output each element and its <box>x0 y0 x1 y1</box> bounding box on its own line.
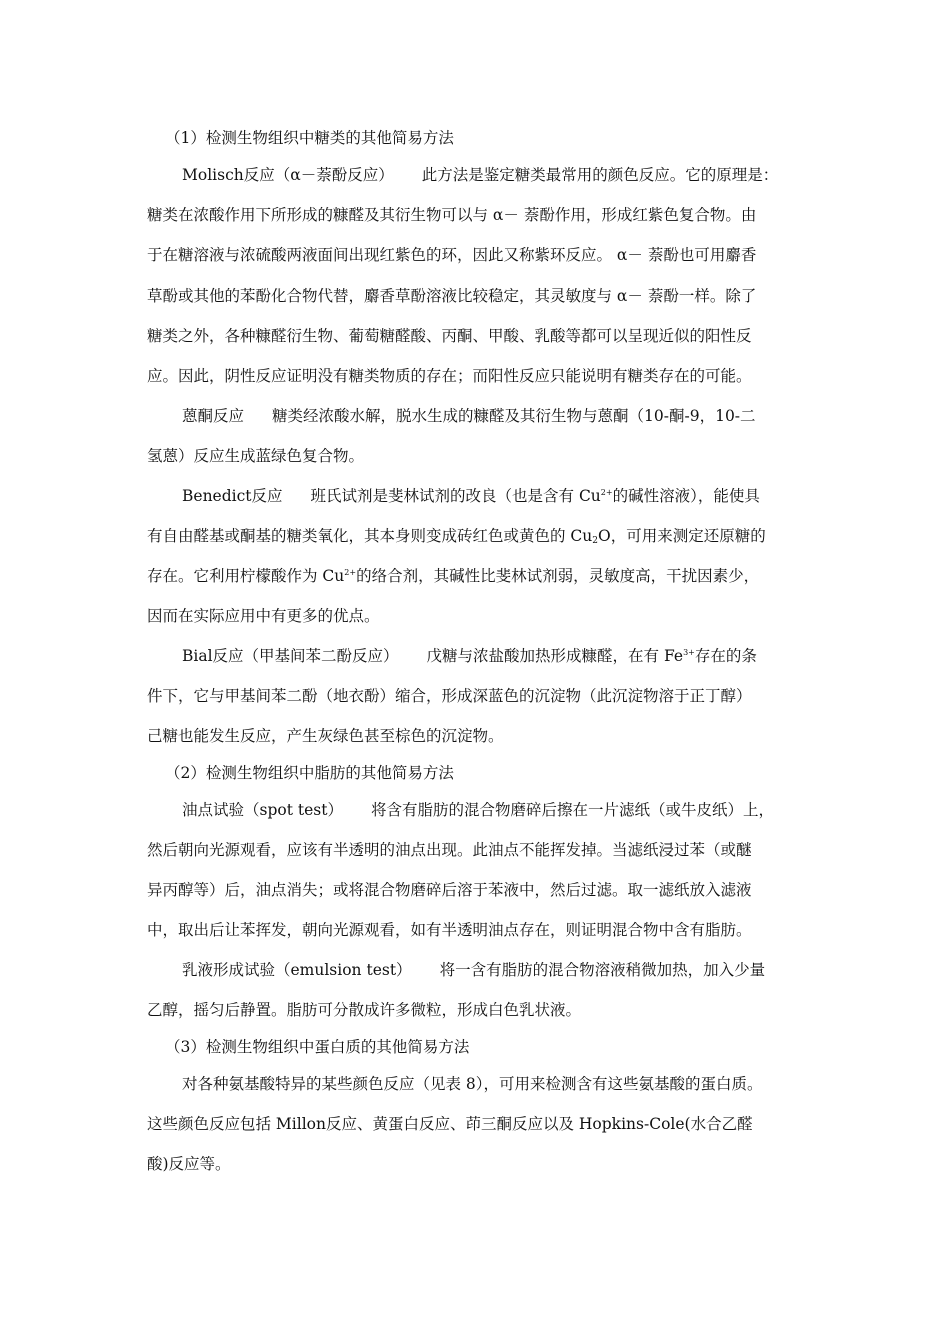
paragraph-line <box>147 526 817 546</box>
molisch-title: Molisch反应（α－萘酚反应） <box>182 166 394 184</box>
section-2-heading: （2）检测生物组织中脂肪的其他简易方法 <box>165 764 454 782</box>
paragraph-line <box>147 566 817 586</box>
paragraph-line: 草酚或其他的苯酚化合物代替，麝香草酚溶液比较稳定，其灵敏度与 α－ 萘酚一样。除了 <box>147 287 757 305</box>
paragraph-line: 己糖也能发生反应，产生灰绿色甚至棕色的沉淀物。 <box>147 727 504 745</box>
section-3-heading: （3）检测生物组织中蛋白质的其他简易方法 <box>165 1038 470 1056</box>
paragraph-line: 然后朝向光源观看，应该有半透明的油点出现。此油点不能挥发掉。当滤纸浸过苯（或醚 <box>147 841 752 859</box>
bial-text: 戊糖与浓盐酸加热形成糠醛，在有 Fe <box>426 647 684 665</box>
paragraph-line: 于在糖溶液与浓硫酸两液面间出现红紫色的环，因此又称紫环反应。 α－ 萘酚也可用麝香 <box>147 246 757 264</box>
paragraph-line: 这些颜色反应包括 Millon反应、黄蛋白反应、茚三酮反应以及 Hopkins-Cole(水合乙醛 <box>147 1115 753 1133</box>
molisch-text: 此方法是鉴定糖类最常用的颜色反应。它的原理是： <box>421 166 779 184</box>
paragraph-line: 因而在实际应用中有更多的优点。 <box>147 607 380 625</box>
benedict-first-line <box>182 486 852 506</box>
emulsion-title: 乳液形成试验（emulsion test） <box>182 961 412 979</box>
paragraph-line: 氢蒽）反应生成蓝绿色复合物。 <box>147 447 365 465</box>
subscript: 2 <box>592 536 599 546</box>
benedict-text: 存在。它利用柠檬酸作为 Cu <box>147 567 345 585</box>
bial-text: 存在的条 <box>694 647 757 665</box>
spot-text: 将含有脂肪的混合物磨碎后擦在一片滤纸（或牛皮纸）上， <box>370 801 774 819</box>
benedict-text: 的络合剂，其碱性比斐林试剂弱，灵敏度高，干扰因素少， <box>356 567 760 585</box>
anthrone-text: 糖类经浓酸水解，脱水生成的糠醛及其衍生物与蒽酮（10-酮-9，10-二 <box>272 407 756 425</box>
spot-title: 油点试验（spot test） <box>182 801 343 819</box>
emulsion-first-line <box>182 960 852 980</box>
benedict-title: Benedict反应 <box>182 487 283 505</box>
bial-first-line <box>182 646 852 666</box>
spot-first-line <box>182 800 852 820</box>
bial-title: Bial反应（甲基间苯二酚反应） <box>182 647 399 665</box>
paragraph-line: 应。因此，阴性反应证明没有糖类物质的存在；而阳性反应只能说明有糖类存在的可能。 <box>147 367 752 385</box>
paragraph-line: 对各种氨基酸特异的某些颜色反应（见表 8），可用来检测含有这些氨基酸的蛋白质。 <box>182 1075 763 1093</box>
paragraph-line: 糖类之外，各种糠醛衍生物、葡萄糖醛酸、丙酮、甲酸、乳酸等都可以呈现近似的阳性反 <box>147 327 752 345</box>
superscript: 2+ <box>344 568 357 577</box>
paragraph-line: 件下，它与甲基间苯二酚（地衣酚）缩合，形成深蓝色的沉淀物（此沉淀物溶于正丁醇） <box>147 687 752 705</box>
benedict-text: 有自由醛基或酮基的糖类氧化，其本身则变成砖红色或黄色的 Cu <box>147 527 593 545</box>
emulsion-text: 将一含有脂肪的混合物溶液稍微加热，加入少量 <box>439 961 766 979</box>
anthrone-first-line <box>182 406 852 426</box>
benedict-text: 班氏试剂是斐林试剂的改良（也是含有 Cu <box>310 487 601 505</box>
superscript: 2+ <box>600 488 613 497</box>
anthrone-title: 蒽酮反应 <box>182 407 245 425</box>
superscript: 3+ <box>683 648 695 657</box>
paragraph-line: 中，取出后让苯挥发，朝向光源观看，如有半透明油点存在，则证明混合物中含有脂肪。 <box>147 921 752 939</box>
benedict-text: O，可用来测定还原糖的 <box>598 527 766 545</box>
molisch-first-line <box>182 165 852 185</box>
section-1-heading: （1）检测生物组织中糖类的其他简易方法 <box>165 129 454 147</box>
benedict-text: 的碱性溶液），能使具 <box>612 487 760 505</box>
paragraph-line: 乙醇，摇匀后静置。脂肪可分散成许多微粒，形成白色乳状液。 <box>147 1001 582 1019</box>
paragraph-line: 酸)反应等。 <box>147 1155 231 1173</box>
paragraph-line: 异丙醇等）后，油点消失；或将混合物磨碎后溶于苯液中，然后过滤。取一滤纸放入滤液 <box>147 881 752 899</box>
paragraph-line: 糖类在浓酸作用下所形成的糠醛及其衍生物可以与 α－ 萘酚作用，形成红紫色复合物。由 <box>147 206 757 224</box>
